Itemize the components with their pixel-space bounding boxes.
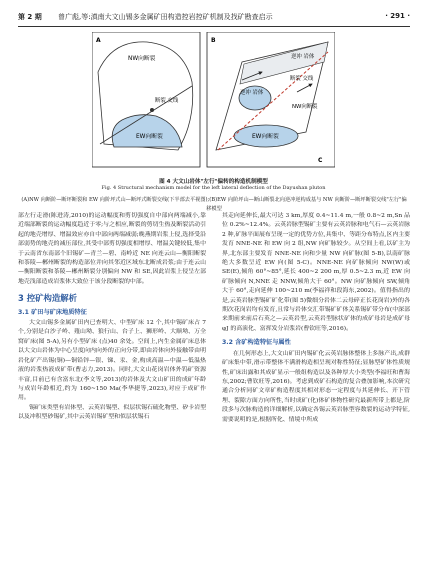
figure-legend: (A)NW 向断阶—断坪断裂和 EW 向阶坪式山—断坪式断裂交线(下半部去平视图);(B)EW 向阶坪山—断山断裂北向逆冲逆构成基与 NW 向断阶—断坪断裂交线"左行"偏移模型 — [21, 197, 407, 212]
intersection-label-2: 断裂 交线 — [290, 76, 314, 82]
paragraph: 部左行走滑(陈进涛,2010)的运动幅度和剪切强度自中部向两端减小,靠近端部断裂的运动幅度趋近于零;与之相应,断裂的剪切生热及断裂活动引起的地壳增厚、增温效应亦自中部向两端减弱;晚燕期岩浆上侵,选择受沿部弱势的地壳的减压部位,其受中部剪切强度相增厚、增温关键较低,集中于云南省东南部个旧锡矿—青兰—碧、南岭近 NE 向连云山—衡阳断裂和茶陵—郴州断裂的构造部位并向其邻近区域东北断成岩浆;由于连云山—衡阳断裂和茶陵—郴州断裂分别偏向 NW 和 SE,因此岩浆上侵呈左部地壳浅部造成岩浆体大致位于该分段断裂的中部。 — [18, 213, 206, 285]
left-column — [18, 212, 206, 423]
pluton-label-2: 逆冲 岩体 — [240, 90, 264, 96]
figure-caption: 图 4 大文山岩体"左行"偏转的构造机制模型 — [159, 179, 268, 185]
paragraph: 在几何形态上,大文山矿田内锡矿化云英岩脉体整体上多脉产出,成群矿床集中带,滑示带整体不满滑构造相呈现对称性特征;显脉型矿体性质规性,矿床出露和其成矿显示一般组构造以及各种厚大小类型(李福旺和曹海东,2002;曹钦旺等,2016)。考虑到成矿石构造的复合叠加影响,本次研究通合分析同矿文章矿构造程度其相对形态一定程度与其延伸长、开下管埋、裂隙方面方向所性,当时成矿(化)体矿体物性研究最新所带上都是,阶段多与次脉构造的详细解析,以确定各锡云英岩脉型容数裂的运动学特征,需要说明的是,根据所化、情境中所成 — [222, 350, 410, 423]
section-title: 3 控矿构造解析 — [18, 293, 77, 304]
ew-fault-label-2: EW向断裂 — [252, 134, 279, 140]
nw-fault-label: NW向断裂 — [128, 56, 156, 62]
paragraph: 锡矿床类型有岩体型、云英岩锡型、似层状锡石硫化物型、矽卡岩型以及冲积型砂锡矿,其中云英岩锡矿型和似层状锡石 — [18, 404, 206, 421]
paragraph: 大文山锡多金属矿田内已查明大、中型矿床 12 个,其中锡矿床占 7 个,分别是白沙子岭、薤山坳、狼行山、台子上、狮形岭、大顺坳、万全窝矿床(图 5-A),另有小型矿床 (点)40 余处。空间上,内生金属矿床总体以大文山岩体为中心呈度向内向外的正向分带,即由岩体向外接触带由明岩化矿产出锡(铜)—铜铅锌—银、锑、汞、金,构成高温—中温—低温热液的岩浆热液成矿带(曹志力,2013)。同时,大文山花岗岩体外钨矿资源丰富,目前已有含富东北(李文等,2013)的岩体及大文山矿田的成矿年龄与成岩年龄相近,约为 160~150 Ma(李华捷等,2023),对应于成矿作用。 — [18, 320, 206, 402]
panel-b-letter: B — [211, 37, 216, 44]
running-header — [18, 10, 410, 27]
pluton-label-1: 逆冲 岩体 — [291, 54, 315, 60]
intersection-label: 断裂 交线 — [155, 98, 179, 104]
panel-c-letter: C — [318, 157, 323, 164]
issue-label: 第 2 期 — [18, 13, 42, 21]
nw-fault-label-2: NW向断裂 — [292, 104, 318, 110]
intersection-point — [150, 108, 154, 112]
right-column — [222, 212, 410, 425]
panel-a-letter: A — [96, 37, 101, 44]
ew-fault-label: EW向断裂 — [136, 134, 163, 140]
paragraph: 其走向延伸长,最大可达 3 km,厚度 0.4~11.4 m,一般 0.8~2 m,Sn 品位 0.2%~12.4%。云英岩脉型锡矿主要有云英岩脉和电气石—云英岩脉 2 种,矿脉平面展布呈现一定的优势方位,具集中、等距分布特点,区内主要发育 NNE-NE 和 EW 向 2 组,NW 向矿脉较少。从空间上看,以矿主为界,北东部主要发育 NNE-NE 向和少量 NW 向矿脉(图 5-B),以南矿脉绝大多数呈近 EW 向(图 5-C)。NNE-NE 向矿脉倾向 NW(W)或 SE(E),倾角 60°~85°,延长 400~2 200 m,厚 0.5~2.3 m,近 EW 向矿脉倾向 N,NNE 走 NNW,倾角大于 60°。NW 向矿脉倾向 SW,倾角大于 60°,走向延伸 100~210 m(李福祥和段海东,2002)。值得指出的是,云英岩脉型锡矿矿化带(图 5)微细分岩体二云母碎正长花岗岩)外的各期次花岗岩均有发育,且常与岩体交汇带锡矿矿体关系锡矿带分布(中深部来期前来前后石英之—云英岩型,云英岩型脉状矿体的成矿母岩是成矿母 φJ 的高演化、富挥发分岩浆岩(曹钦旺等,2016)。 — [222, 213, 410, 332]
figure-4-diagram — [92, 32, 335, 170]
page-number: · 291 · — [385, 12, 410, 20]
subsection-title: 3.2 含矿构造特征与属性 — [222, 339, 291, 347]
figure-caption-en: Fig. 4 Structural mechanism model for the left lateral deflection of the Dayushan pluton — [101, 185, 326, 191]
running-title: 曾广彪,等:滇南大文山锡多金属矿田构造控岩控矿机制及找矿勘查启示 — [58, 13, 273, 21]
subsection-title: 3.1 矿田与矿床地质特征 — [18, 308, 87, 316]
